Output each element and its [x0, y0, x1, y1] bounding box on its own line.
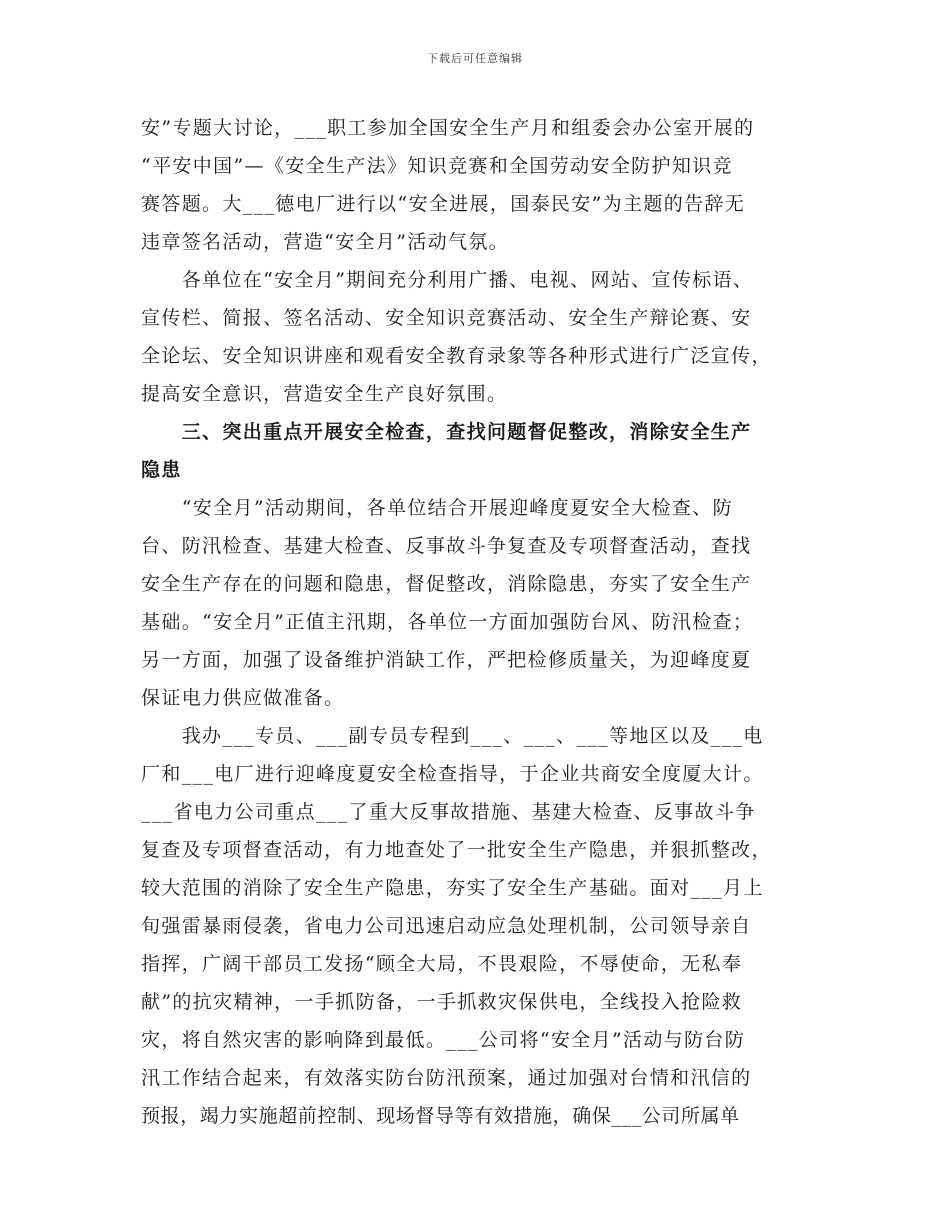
text-line: 各单位在“安全月”期间充分利用广播、电视、网站、宣传标语、 — [141, 269, 754, 291]
text-line: ___省电力公司重点___了重大反事故措施、基建大检查、反事故斗争 — [141, 801, 756, 823]
text-line: 旬强雷暴雨侵袭，省电力公司迅速启动应急处理机制，公司领导亲自 — [141, 915, 752, 937]
text-line: 保证电力供应做准备。 — [141, 687, 345, 709]
text-line: 宣传栏、简报、签名活动、安全知识竞赛活动、安全生产辩论赛、安 — [141, 307, 752, 329]
text-line: 汛工作结合起来，有效落实防台防汛预案，通过加强对台情和汛信的 — [141, 1067, 752, 1089]
text-line: “平安中国”—《安全生产法》知识竞赛和全国劳动安全防护知识竞 — [141, 155, 733, 177]
text-line: 另一方面，加强了设备维护消缺工作，严把检修质量关，为迎峰度夏 — [141, 649, 752, 671]
text-line: 我办___专员、___副专员专程到___、___、___等地区以及___电 — [141, 725, 764, 747]
text-line: 基础。“安全月”正值主汛期，各单位一方面加强防台风、防汛检查； — [141, 611, 754, 633]
text-line: 复查及专项督查活动，有力地查处了一批安全生产隐患，并狠抓整改， — [141, 839, 772, 861]
text-line: 献”的抗灾精神，一手抓防备，一手抓救灾保供电，全线投入抢险救 — [141, 991, 743, 1013]
text-line: 台、防汛检查、基建大检查、反事故斗争复查及专项督查活动，查找 — [141, 535, 752, 557]
page-header: 下载后可任意编辑 — [427, 52, 523, 65]
text-line: 灾，将自然灾害的影响降到最低。___公司将“安全月”活动与防台防 — [141, 1029, 746, 1051]
text-line: 指挥，广阔干部员工发扬“顾全大局，不畏艰险，不辱使命，无私奉 — [141, 953, 743, 975]
text-line: 提高安全意识，营造安全生产良好氛围。 — [141, 383, 508, 405]
text-line: 预报，竭力实施超前控制、现场督导等有效措施，确保___公司所属单 — [141, 1105, 740, 1127]
section-heading: 三、突出重点开展安全检查，查找问题督促整改，消除安全生产 — [141, 421, 752, 443]
text-line: 安”专题大讨论，___职工参加全国安全生产月和组委会办公室开展的 — [141, 117, 755, 139]
text-line: 赛答题。大___德电厂进行以“安全进展，国泰民安”为主题的告辞无 — [141, 193, 746, 215]
document-body — [141, 109, 821, 1135]
section-heading: 隐患 — [141, 459, 182, 481]
text-line: 厂和___电厂进行迎峰度夏安全检查指导，于企业共商安全度厦大计。 — [141, 763, 764, 785]
text-line: “安全月”活动期间，各单位结合开展迎峰度夏安全大检查、防 — [141, 497, 733, 519]
text-line: 安全生产存在的问题和隐患，督促整改，消除隐患，夯实了安全生产 — [141, 573, 752, 595]
text-line: 违章签名活动，营造“安全月”活动气氛。 — [141, 231, 510, 253]
text-line: 全论坛、安全知识讲座和观看安全教育录象等各种形式进行广泛宣传， — [141, 345, 772, 367]
text-line: 较大范围的消除了安全生产隐患，夯实了安全生产基础。面对___月上 — [141, 877, 764, 899]
